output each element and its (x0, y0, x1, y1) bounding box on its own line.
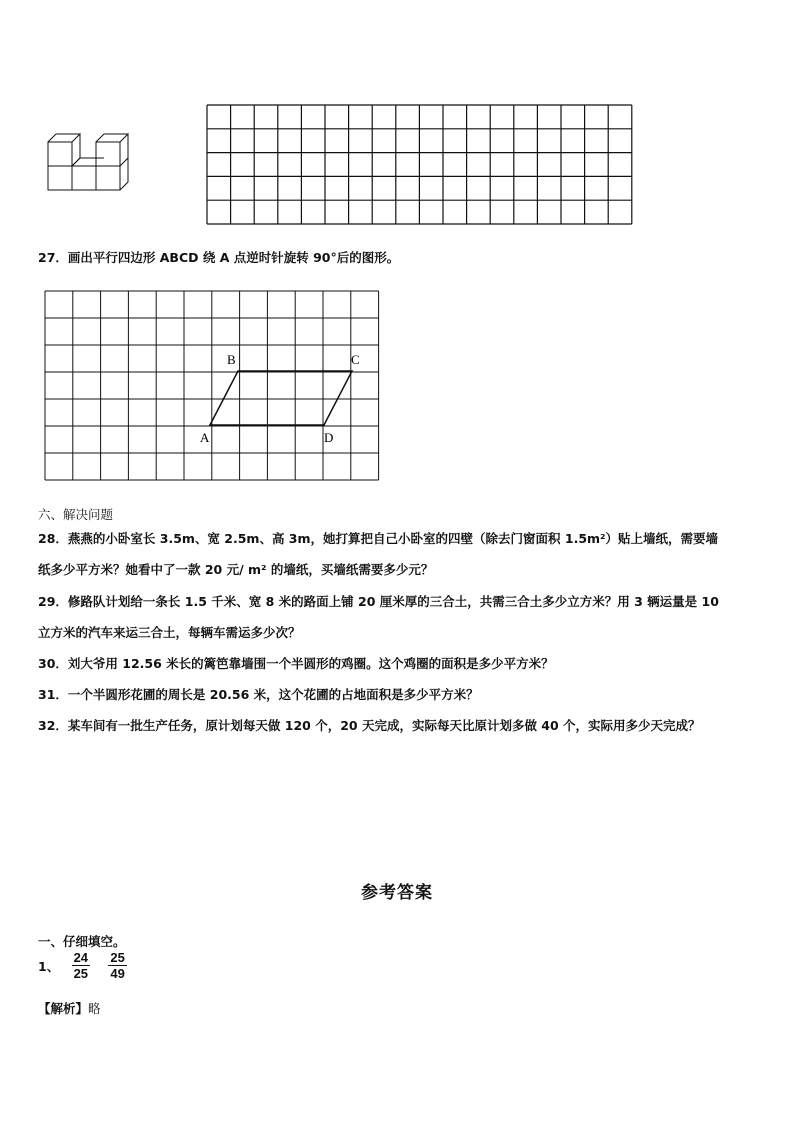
answers-title: 参考答案 (361, 883, 433, 903)
question-31 (38, 686, 479, 704)
question-29-cont (38, 624, 301, 642)
analysis-text: 略 (88, 1001, 101, 1016)
question-text: 纸多少平方米？她看中了一款 20 元/ m² 的墙纸，买墙纸需要多少元？ (38, 562, 434, 577)
parallelogram-grid (44, 290, 382, 484)
vertex-label-c: C (351, 352, 360, 367)
question-text: 燕燕的小卧室长 3.5m、宽 2.5m、高 3m，她打算把自己小卧室的四壁（除去门窗面积 1.5m²）贴上墙纸，需要墙 (67, 531, 719, 546)
question-29 (38, 593, 719, 611)
question-30 (38, 655, 554, 673)
cube-figure (40, 122, 140, 197)
question-text: 立方米的汽车来运三合土，每辆车需运多少次？ (38, 625, 301, 640)
vertex-label-b: B (227, 352, 236, 367)
section-title: 六、解决问题 (38, 507, 114, 522)
question-number: 27． (38, 250, 68, 265)
question-text: 修路队计划给一条长 1.5 千米、宽 8 米的路面上铺 20 厘米厚的三合土，共需三合土多少立方米？用 3 辆运量是 10 (67, 594, 719, 609)
fraction (108, 950, 126, 981)
numerator: 25 (110, 950, 125, 965)
answers-section-title: 一、仔细填空。 (38, 934, 126, 949)
vertex-label-d: D (324, 430, 334, 445)
question-27 (38, 249, 399, 267)
answer-1 (38, 950, 141, 981)
question-number: 31． (38, 687, 68, 702)
question-text: 某车间有一批生产任务，原计划每天做 120 个，20 天完成，实际每天比原计划多做 40 个，实际用多少天完成？ (67, 718, 701, 733)
question-text: 画出平行四边形 ABCD 绕 A 点逆时针旋转 90°后的图形。 (67, 250, 400, 265)
question-text: 一个半圆形花圃的周长是 20.56 米，这个花圃的占地面积是多少平方米？ (67, 687, 479, 702)
parallelogram-abcd (210, 371, 352, 425)
question-number: 28． (38, 531, 68, 546)
vertex-label-a: A (200, 430, 210, 445)
question-32 (38, 717, 701, 735)
question-28-cont (38, 561, 433, 579)
fraction (72, 950, 90, 981)
answer-analysis (38, 999, 101, 1017)
denominator: 49 (110, 966, 125, 981)
denominator: 25 (73, 966, 89, 981)
question-number: 29． (38, 594, 68, 609)
square-grid-top (206, 104, 634, 226)
question-28 (38, 530, 718, 548)
numerator: 24 (73, 950, 89, 965)
question-number: 32． (38, 718, 68, 733)
question-number: 30． (38, 656, 68, 671)
analysis-label: 【解析】 (38, 1001, 89, 1016)
answer-number: 1、 (38, 958, 60, 974)
question-text: 刘大爷用 12.56 米长的篱笆靠墙围一个半圆形的鸡圈。这个鸡圈的面积是多少平方米？ (67, 656, 554, 671)
